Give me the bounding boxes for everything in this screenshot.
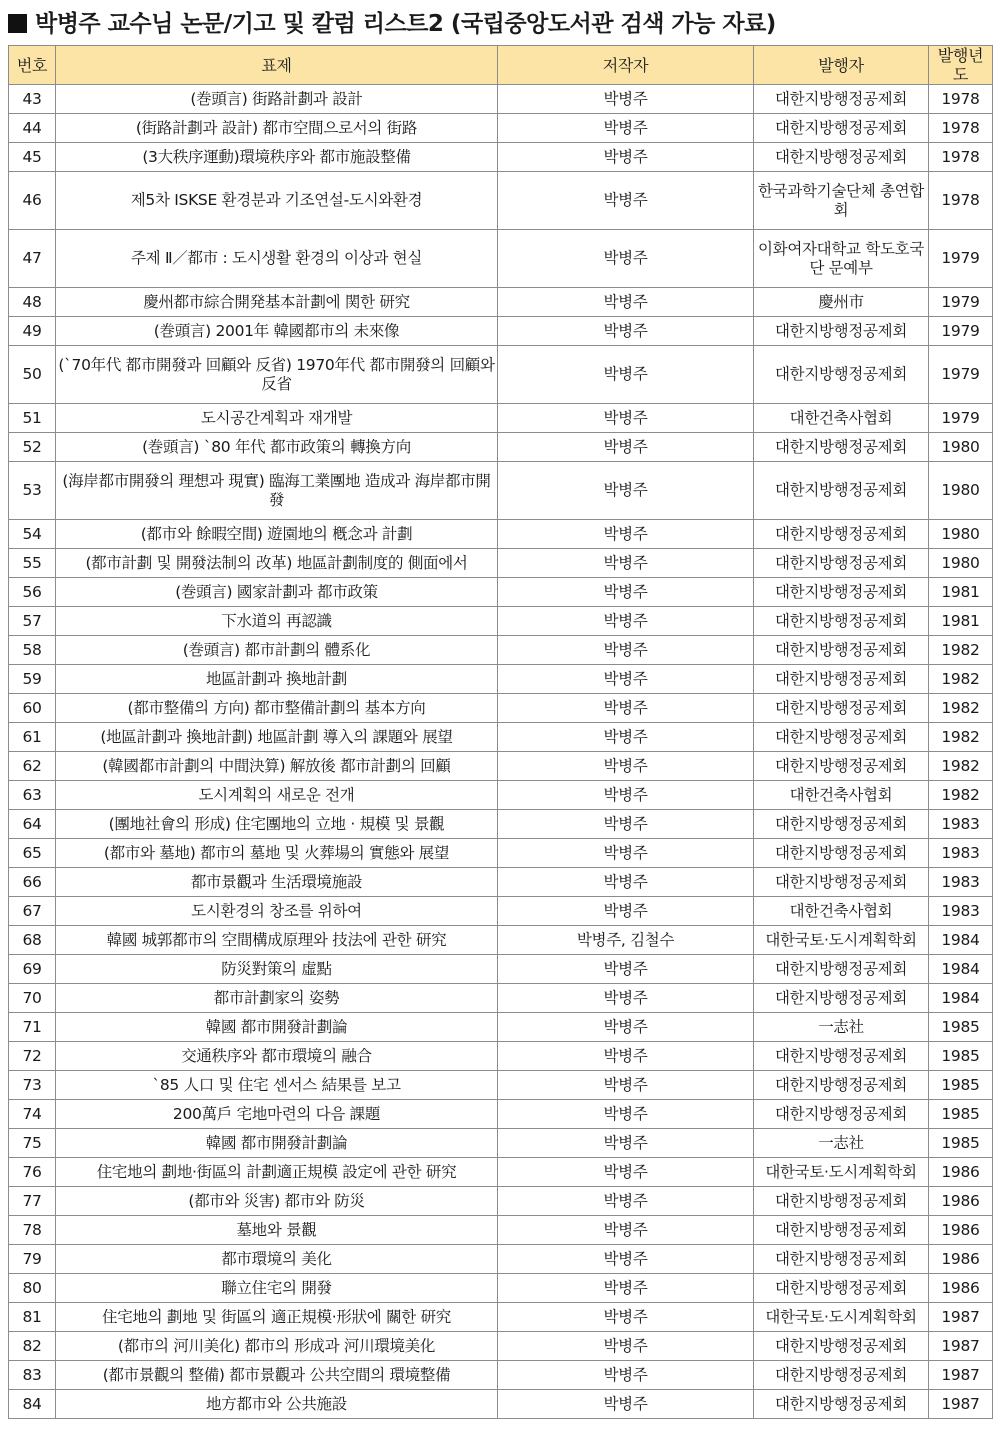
cell-title: 韓國 城郭都市의 空間構成原理와 技法에 관한 研究 (56, 926, 498, 955)
table-row (9, 868, 993, 897)
cell-year: 1982 (929, 752, 993, 781)
cell-author: 박병주 (498, 1216, 754, 1245)
cell-title: (巻頭言) 2001年 韓國都市의 未來像 (56, 317, 498, 346)
table-row (9, 1361, 993, 1390)
cell-publisher: 대한지방행정공제회 (754, 839, 929, 868)
cell-title: (`70年代 都市開發과 回顧와 反省) 1970年代 都市開發의 回顧와 反省 (56, 346, 498, 404)
cell-number: 56 (9, 578, 56, 607)
cell-title: 住宅地의 劃地·街區의 計劃適正規模 設定에 관한 研究 (56, 1158, 498, 1187)
cell-title: 地方都市와 公共施設 (56, 1390, 498, 1419)
cell-publisher: 대한지방행정공제회 (754, 868, 929, 897)
cell-publisher: 대한국토·도시계획학회 (754, 926, 929, 955)
cell-author: 박병주 (498, 897, 754, 926)
cell-publisher: 대한지방행정공제회 (754, 433, 929, 462)
cell-title: (韓國都市計劃의 中間決算) 解放後 都市計劃의 回顧 (56, 752, 498, 781)
cell-author: 박병주 (498, 955, 754, 984)
cell-publisher: 대한지방행정공제회 (754, 752, 929, 781)
cell-title: (都市와 餘暇空間) 遊園地의 槪念과 計劃 (56, 520, 498, 549)
cell-title: 墓地와 景觀 (56, 1216, 498, 1245)
header-author: 저작자 (498, 46, 754, 85)
cell-publisher: 대한지방행정공제회 (754, 346, 929, 404)
cell-number: 82 (9, 1332, 56, 1361)
cell-year: 1986 (929, 1187, 993, 1216)
cell-title: (巻頭言) 街路計劃과 設計 (56, 85, 498, 114)
cell-number: 77 (9, 1187, 56, 1216)
cell-title: 都市環境의 美化 (56, 1245, 498, 1274)
cell-number: 75 (9, 1129, 56, 1158)
cell-author: 박병주 (498, 85, 754, 114)
cell-year: 1986 (929, 1158, 993, 1187)
table-row (9, 723, 993, 752)
cell-publisher: 이화여자대학교 학도호국단 문예부 (754, 230, 929, 288)
cell-year: 1983 (929, 868, 993, 897)
cell-author: 박병주 (498, 984, 754, 1013)
cell-author: 박병주 (498, 346, 754, 404)
cell-year: 1982 (929, 694, 993, 723)
table-row (9, 1013, 993, 1042)
cell-year: 1986 (929, 1245, 993, 1274)
cell-author: 박병주 (498, 694, 754, 723)
table-row (9, 607, 993, 636)
cell-title: 韓國 都市開發計劃論 (56, 1013, 498, 1042)
cell-author: 박병주 (498, 230, 754, 288)
table-row (9, 1390, 993, 1419)
cell-author: 박병주 (498, 1390, 754, 1419)
cell-author: 박병주 (498, 665, 754, 694)
table-row (9, 810, 993, 839)
cell-title: (都市와 災害) 都市와 防災 (56, 1187, 498, 1216)
table-row (9, 1129, 993, 1158)
cell-number: 63 (9, 781, 56, 810)
cell-title: (都市와 墓地) 都市의 墓地 및 火葬場의 實態와 展望 (56, 839, 498, 868)
cell-publisher: 대한지방행정공제회 (754, 1216, 929, 1245)
cell-publisher: 대한지방행정공제회 (754, 723, 929, 752)
table-row (9, 926, 993, 955)
cell-author: 박병주 (498, 143, 754, 172)
header-title: 표제 (56, 46, 498, 85)
table-row (9, 665, 993, 694)
cell-author: 박병주 (498, 839, 754, 868)
table-row (9, 549, 993, 578)
cell-number: 64 (9, 810, 56, 839)
cell-publisher: 대한지방행정공제회 (754, 1187, 929, 1216)
cell-title: `85 人口 및 住宅 센서스 結果를 보고 (56, 1071, 498, 1100)
cell-publisher: 대한지방행정공제회 (754, 694, 929, 723)
cell-number: 43 (9, 85, 56, 114)
cell-year: 1985 (929, 1013, 993, 1042)
cell-year: 1981 (929, 607, 993, 636)
page-title-text: 박병주 교수님 논문/기고 및 칼럼 리스트2 (국립중앙도서관 검색 가능 자료) (35, 11, 776, 37)
cell-title: 도시공간계획과 재개발 (56, 404, 498, 433)
cell-title: (都市整備의 方向) 都市整備計劃의 基本方向 (56, 694, 498, 723)
cell-publisher: 대한지방행정공제회 (754, 578, 929, 607)
cell-year: 1985 (929, 1100, 993, 1129)
cell-number: 67 (9, 897, 56, 926)
cell-year: 1986 (929, 1216, 993, 1245)
cell-title: 住宅地의 劃地 및 街區의 適正規模·形狀에 關한 研究 (56, 1303, 498, 1332)
cell-title: 韓國 都市開發計劃論 (56, 1129, 498, 1158)
cell-year: 1983 (929, 810, 993, 839)
table-row (9, 578, 993, 607)
cell-number: 70 (9, 984, 56, 1013)
cell-title: (巻頭言) `80 年代 都市政策의 轉換方向 (56, 433, 498, 462)
table-row (9, 839, 993, 868)
table-row (9, 1274, 993, 1303)
cell-title: (都市計劃 및 開發法制의 改革) 地區計劃制度的 側面에서 (56, 549, 498, 578)
cell-year: 1982 (929, 723, 993, 752)
cell-author: 박병주 (498, 578, 754, 607)
cell-number: 69 (9, 955, 56, 984)
table-row (9, 230, 993, 288)
cell-author: 박병주 (498, 1274, 754, 1303)
cell-publisher: 대한지방행정공제회 (754, 1100, 929, 1129)
cell-year: 1987 (929, 1361, 993, 1390)
table-row (9, 636, 993, 665)
cell-number: 73 (9, 1071, 56, 1100)
cell-year: 1980 (929, 462, 993, 520)
table-row (9, 984, 993, 1013)
cell-title: (3大秩序運動)環境秩序와 都市施設整備 (56, 143, 498, 172)
cell-author: 박병주 (498, 868, 754, 897)
cell-author: 박병주 (498, 752, 754, 781)
table-row (9, 1042, 993, 1071)
cell-title: 下水道의 再認識 (56, 607, 498, 636)
cell-year: 1980 (929, 433, 993, 462)
cell-year: 1982 (929, 781, 993, 810)
cell-author: 박병주 (498, 288, 754, 317)
cell-publisher: 대한지방행정공제회 (754, 549, 929, 578)
table-row (9, 520, 993, 549)
cell-year: 1979 (929, 288, 993, 317)
table-row (9, 404, 993, 433)
cell-number: 83 (9, 1361, 56, 1390)
cell-publisher: 대한지방행정공제회 (754, 317, 929, 346)
cell-title: 地區計劃과 換地計劃 (56, 665, 498, 694)
cell-title: (巻頭言) 國家計劃과 都市政策 (56, 578, 498, 607)
cell-number: 60 (9, 694, 56, 723)
table-row (9, 1216, 993, 1245)
cell-title: 도시환경의 창조를 위하여 (56, 897, 498, 926)
cell-title: (海岸都市開發의 理想과 現實) 臨海工業團地 造成과 海岸都市開發 (56, 462, 498, 520)
cell-author: 박병주 (498, 1361, 754, 1390)
table-row (9, 288, 993, 317)
cell-publisher: 대한지방행정공제회 (754, 1361, 929, 1390)
table-row (9, 1100, 993, 1129)
cell-number: 62 (9, 752, 56, 781)
cell-number: 48 (9, 288, 56, 317)
cell-publisher: 대한지방행정공제회 (754, 1042, 929, 1071)
cell-publisher: 대한지방행정공제회 (754, 114, 929, 143)
cell-number: 72 (9, 1042, 56, 1071)
cell-year: 1978 (929, 114, 993, 143)
cell-author: 박병주 (498, 317, 754, 346)
table-row (9, 781, 993, 810)
cell-author: 박병주 (498, 1013, 754, 1042)
cell-number: 53 (9, 462, 56, 520)
cell-number: 44 (9, 114, 56, 143)
cell-number: 65 (9, 839, 56, 868)
cell-number: 52 (9, 433, 56, 462)
page-title (8, 6, 992, 42)
cell-number: 80 (9, 1274, 56, 1303)
cell-author: 박병주 (498, 172, 754, 230)
table-row (9, 85, 993, 114)
cell-number: 66 (9, 868, 56, 897)
table-row (9, 1187, 993, 1216)
cell-publisher: 대한지방행정공제회 (754, 462, 929, 520)
table-row (9, 1245, 993, 1274)
cell-author: 박병주 (498, 1158, 754, 1187)
cell-number: 54 (9, 520, 56, 549)
table-row (9, 346, 993, 404)
cell-year: 1978 (929, 85, 993, 114)
table-row (9, 114, 993, 143)
cell-publisher: 대한국토·도시계획학회 (754, 1303, 929, 1332)
cell-number: 79 (9, 1245, 56, 1274)
cell-author: 박병주 (498, 781, 754, 810)
cell-publisher: 대한지방행정공제회 (754, 607, 929, 636)
cell-number: 59 (9, 665, 56, 694)
cell-author: 박병주 (498, 1332, 754, 1361)
cell-year: 1987 (929, 1390, 993, 1419)
cell-title: (街路計劃과 設計) 都市空間으로서의 街路 (56, 114, 498, 143)
cell-year: 1985 (929, 1071, 993, 1100)
cell-title: 防災對策의 虛點 (56, 955, 498, 984)
cell-number: 81 (9, 1303, 56, 1332)
cell-year: 1981 (929, 578, 993, 607)
cell-year: 1985 (929, 1042, 993, 1071)
table-row (9, 143, 993, 172)
table-header-row (9, 46, 993, 85)
cell-year: 1979 (929, 404, 993, 433)
cell-author: 박병주 (498, 1129, 754, 1158)
cell-author: 박병주, 김철수 (498, 926, 754, 955)
cell-author: 박병주 (498, 1187, 754, 1216)
cell-publisher: 대한지방행정공제회 (754, 984, 929, 1013)
cell-number: 71 (9, 1013, 56, 1042)
cell-author: 박병주 (498, 636, 754, 665)
cell-title: 都市計劃家의 姿勢 (56, 984, 498, 1013)
cell-number: 61 (9, 723, 56, 752)
cell-publisher: 대한건축사협회 (754, 781, 929, 810)
cell-year: 1978 (929, 143, 993, 172)
cell-year: 1985 (929, 1129, 993, 1158)
cell-year: 1980 (929, 549, 993, 578)
cell-number: 45 (9, 143, 56, 172)
table-row (9, 694, 993, 723)
black-square-icon (8, 14, 27, 33)
cell-publisher: 대한지방행정공제회 (754, 636, 929, 665)
cell-author: 박병주 (498, 404, 754, 433)
table-row (9, 433, 993, 462)
table-row (9, 1332, 993, 1361)
cell-number: 74 (9, 1100, 56, 1129)
cell-title: (團地社會의 形成) 住宅團地의 立地 · 規模 및 景觀 (56, 810, 498, 839)
cell-publisher: 대한지방행정공제회 (754, 1245, 929, 1274)
cell-author: 박병주 (498, 1100, 754, 1129)
cell-title: 도시계획의 새로운 전개 (56, 781, 498, 810)
cell-author: 박병주 (498, 1042, 754, 1071)
cell-author: 박병주 (498, 1245, 754, 1274)
cell-title: 주제 Ⅱ／都市 : 도시생활 환경의 이상과 현실 (56, 230, 498, 288)
cell-year: 1979 (929, 346, 993, 404)
table-row (9, 462, 993, 520)
cell-number: 55 (9, 549, 56, 578)
cell-title: 都市景觀과 生活環境施設 (56, 868, 498, 897)
cell-number: 57 (9, 607, 56, 636)
cell-author: 박병주 (498, 549, 754, 578)
cell-title: (巻頭言) 都市計劃의 體系化 (56, 636, 498, 665)
cell-number: 58 (9, 636, 56, 665)
cell-title: (地區計劃과 換地計劃) 地區計劃 導入의 課題와 展望 (56, 723, 498, 752)
cell-author: 박병주 (498, 433, 754, 462)
cell-year: 1984 (929, 955, 993, 984)
cell-number: 49 (9, 317, 56, 346)
cell-title: 제5차 ISKSE 환경분과 기조연설-도시와환경 (56, 172, 498, 230)
cell-publisher: 대한지방행정공제회 (754, 1274, 929, 1303)
cell-year: 1983 (929, 897, 993, 926)
cell-title: 交通秩序와 都市環境의 融合 (56, 1042, 498, 1071)
cell-year: 1986 (929, 1274, 993, 1303)
cell-title: (都市景觀의 整備) 都市景觀과 公共空間의 環境整備 (56, 1361, 498, 1390)
cell-number: 76 (9, 1158, 56, 1187)
cell-year: 1982 (929, 636, 993, 665)
cell-publisher: 대한지방행정공제회 (754, 810, 929, 839)
cell-number: 50 (9, 346, 56, 404)
cell-publisher: 대한지방행정공제회 (754, 1332, 929, 1361)
cell-publisher: 대한지방행정공제회 (754, 520, 929, 549)
cell-author: 박병주 (498, 114, 754, 143)
cell-publisher: 한국과학기술단체 총연합회 (754, 172, 929, 230)
cell-year: 1979 (929, 230, 993, 288)
cell-title: 聯立住宅의 開發 (56, 1274, 498, 1303)
cell-publisher: 대한지방행정공제회 (754, 665, 929, 694)
cell-author: 박병주 (498, 607, 754, 636)
cell-publisher: 대한지방행정공제회 (754, 955, 929, 984)
cell-number: 68 (9, 926, 56, 955)
header-year: 발행년도 (929, 46, 993, 85)
cell-author: 박병주 (498, 1303, 754, 1332)
cell-year: 1987 (929, 1332, 993, 1361)
cell-publisher: 대한국토·도시계획학회 (754, 1158, 929, 1187)
cell-year: 1978 (929, 172, 993, 230)
table-row (9, 1158, 993, 1187)
cell-year: 1982 (929, 665, 993, 694)
cell-number: 47 (9, 230, 56, 288)
cell-number: 46 (9, 172, 56, 230)
table-body (9, 85, 993, 1419)
cell-publisher: 慶州市 (754, 288, 929, 317)
table-row (9, 317, 993, 346)
cell-number: 84 (9, 1390, 56, 1419)
cell-author: 박병주 (498, 723, 754, 752)
cell-year: 1984 (929, 984, 993, 1013)
cell-number: 51 (9, 404, 56, 433)
header-publisher: 발행자 (754, 46, 929, 85)
cell-publisher: 대한건축사협회 (754, 897, 929, 926)
cell-publisher: 대한지방행정공제회 (754, 143, 929, 172)
cell-title: 200萬戶 宅地마련의 다음 課題 (56, 1100, 498, 1129)
cell-author: 박병주 (498, 462, 754, 520)
table-row (9, 1303, 993, 1332)
cell-publisher: 대한지방행정공제회 (754, 1071, 929, 1100)
cell-author: 박병주 (498, 520, 754, 549)
table-row (9, 752, 993, 781)
table-row (9, 172, 993, 230)
cell-year: 1984 (929, 926, 993, 955)
cell-year: 1979 (929, 317, 993, 346)
cell-author: 박병주 (498, 810, 754, 839)
table-row (9, 955, 993, 984)
cell-title: 慶州都市綜合開発基本計劃에 関한 研究 (56, 288, 498, 317)
cell-publisher: 一志社 (754, 1013, 929, 1042)
cell-number: 78 (9, 1216, 56, 1245)
cell-publisher: 一志社 (754, 1129, 929, 1158)
table-row (9, 1071, 993, 1100)
cell-year: 1987 (929, 1303, 993, 1332)
cell-year: 1980 (929, 520, 993, 549)
cell-publisher: 대한지방행정공제회 (754, 85, 929, 114)
cell-year: 1983 (929, 839, 993, 868)
cell-author: 박병주 (498, 1071, 754, 1100)
header-number: 번호 (9, 46, 56, 85)
publication-table (8, 45, 993, 1419)
cell-publisher: 대한지방행정공제회 (754, 1390, 929, 1419)
cell-publisher: 대한건축사협회 (754, 404, 929, 433)
cell-title: (都市의 河川美化) 都市의 形成과 河川環境美化 (56, 1332, 498, 1361)
table-row (9, 897, 993, 926)
